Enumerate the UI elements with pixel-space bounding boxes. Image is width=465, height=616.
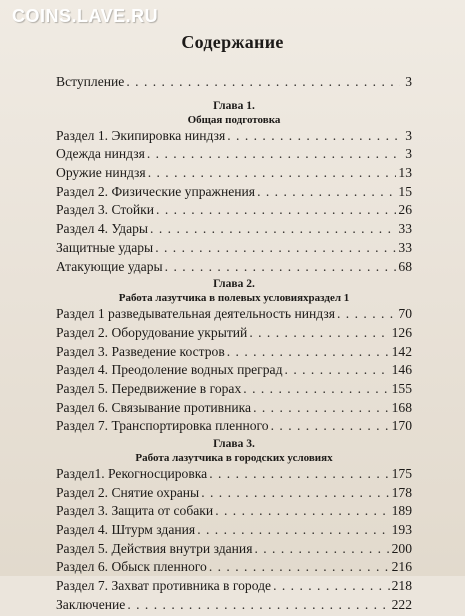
toc-entry-label: Атакующие удары [56,258,163,274]
toc-entry [56,578,412,597]
toc-entry [56,325,412,344]
watermark: COINS.LAVE.RU [12,6,159,26]
dot-leader [165,259,397,275]
toc-entry-page: 178 [391,484,412,500]
toc-entry-label: Раздел 4. Удары [56,221,149,237]
toc-entry-label: Раздел 6. Связывание противника [56,399,252,415]
toc-entry [56,362,412,381]
toc-entry [56,221,412,240]
toc-entry-label: Раздел 1 разведывательная деятельность ниндзя [56,306,335,322]
toc-entry-page: 170 [391,418,412,434]
dot-leader [243,381,389,397]
toc-entry-page: 216 [391,559,412,575]
dot-leader [147,146,400,162]
toc-entry-page: 26 [398,202,412,218]
chapter-heading: Глава 2. [213,278,255,291]
toc-entry-page: 3 [405,146,412,162]
chapter-title: Общая подготовка [187,113,281,126]
dot-leader [227,344,390,360]
dot-leader [254,541,389,557]
dot-leader [148,165,397,181]
toc-entry-page: 126 [391,324,412,340]
dot-leader [201,485,389,501]
toc-entry-page: 218 [391,578,412,594]
toc-entry-page: 3 [405,127,412,143]
toc-entry-label: Раздел 4. Преодоление водных преград [56,362,283,378]
toc-entry-label: Раздел 7. Захват противника в городе [56,578,272,594]
toc-entry-page: 146 [391,362,412,378]
dot-leader [126,74,400,90]
dot-leader [150,221,396,237]
toc-entry-page: 33 [398,239,412,255]
toc-entry-label: Раздел 1. Экипировка ниндзя [56,127,226,143]
toc-entry-label: Раздел 3. Разведение костров [56,343,225,359]
dot-leader [215,503,389,519]
toc-entry-page: 168 [391,399,412,415]
toc-entry-label: Раздел 4. Штурм здания [56,522,196,538]
toc-entry [56,259,412,278]
dot-leader [155,240,396,256]
chapter-heading: Глава 1. [213,99,255,112]
toc-entry [56,418,412,437]
dot-leader [249,325,389,341]
chapter-title: Работа лазутчика в полевых условияхраздел 1 [118,292,350,305]
toc-entry-page: 3 [405,74,412,89]
dot-leader [209,559,390,575]
table-of-contents [56,74,412,616]
toc-entry-label: Раздел 2. Оборудование укрытий [56,324,248,340]
page-title: Содержание [181,32,284,52]
toc-entry-label: Раздел 5. Передвижение в горах [56,380,242,396]
toc-entry-page: 175 [391,466,412,481]
toc-entry-intro [56,74,412,93]
toc-entry [56,400,412,419]
toc-entry [56,503,412,522]
toc-entry [56,381,412,400]
toc-entry [56,146,412,165]
toc-entry-page: 142 [391,343,412,359]
toc-entry-label: Одежда ниндзя [56,146,145,162]
dot-leader [337,306,396,322]
dot-leader [273,578,390,594]
dot-leader [156,202,396,218]
toc-entry-page: 155 [391,380,412,396]
toc-entry [56,184,412,203]
toc-entry [56,128,412,147]
toc-entry-page: 222 [391,596,412,612]
dot-leader [257,184,396,200]
chapter-title: Работа лазутчика в городских условиях [135,452,333,464]
toc-entry-label: Защитные удары [56,239,154,255]
toc-entry [56,306,412,325]
dot-leader [127,597,389,613]
toc-entry-page: 200 [391,540,412,556]
toc-entry [56,165,412,184]
toc-entry [56,240,412,259]
dot-leader [285,362,390,378]
dot-leader [253,400,390,416]
dot-leader [227,128,400,144]
toc-entry [56,466,412,485]
toc-entry-label: Раздел 3. Стойки [56,202,155,218]
toc-entry [56,522,412,541]
chapter-heading: Глава 3. [213,438,255,450]
toc-entry-page: 70 [398,306,412,322]
toc-entry-page: 68 [398,258,412,274]
toc-entry-conclusion [56,597,412,616]
toc-entry [56,541,412,560]
toc-entry-page: 193 [391,522,412,538]
toc-entry-label: Раздел 3. Защита от собаки [56,503,214,519]
toc-entry-page: 189 [391,503,412,519]
toc-entry-label: Заключение [56,596,126,612]
toc-entry-label: Вступление [56,74,125,89]
toc-entry [56,202,412,221]
toc-entry-label: Раздел1. Рекогносцировка [56,466,208,481]
dot-leader [271,418,390,434]
toc-entry-page: 15 [398,183,412,199]
toc-entry [56,559,412,578]
toc-entry-label: Оружие ниндзя [56,165,146,181]
dot-leader [197,522,389,538]
toc-entry-label: Раздел 5. Действия внутри здания [56,540,253,556]
dot-leader [209,466,389,482]
toc-entry [56,344,412,363]
toc-entry-page: 13 [398,165,412,181]
toc-entry-label: Раздел 7. Транспортировка пленного [56,418,269,434]
toc-entry-label: Раздел 2. Физические упражнения [56,183,256,199]
toc-entry-label: Раздел 2. Снятие охраны [56,484,200,500]
toc-entry [56,485,412,504]
toc-entry-label: Раздел 6. Обыск пленного [56,559,207,575]
toc-entry-page: 33 [398,221,412,237]
